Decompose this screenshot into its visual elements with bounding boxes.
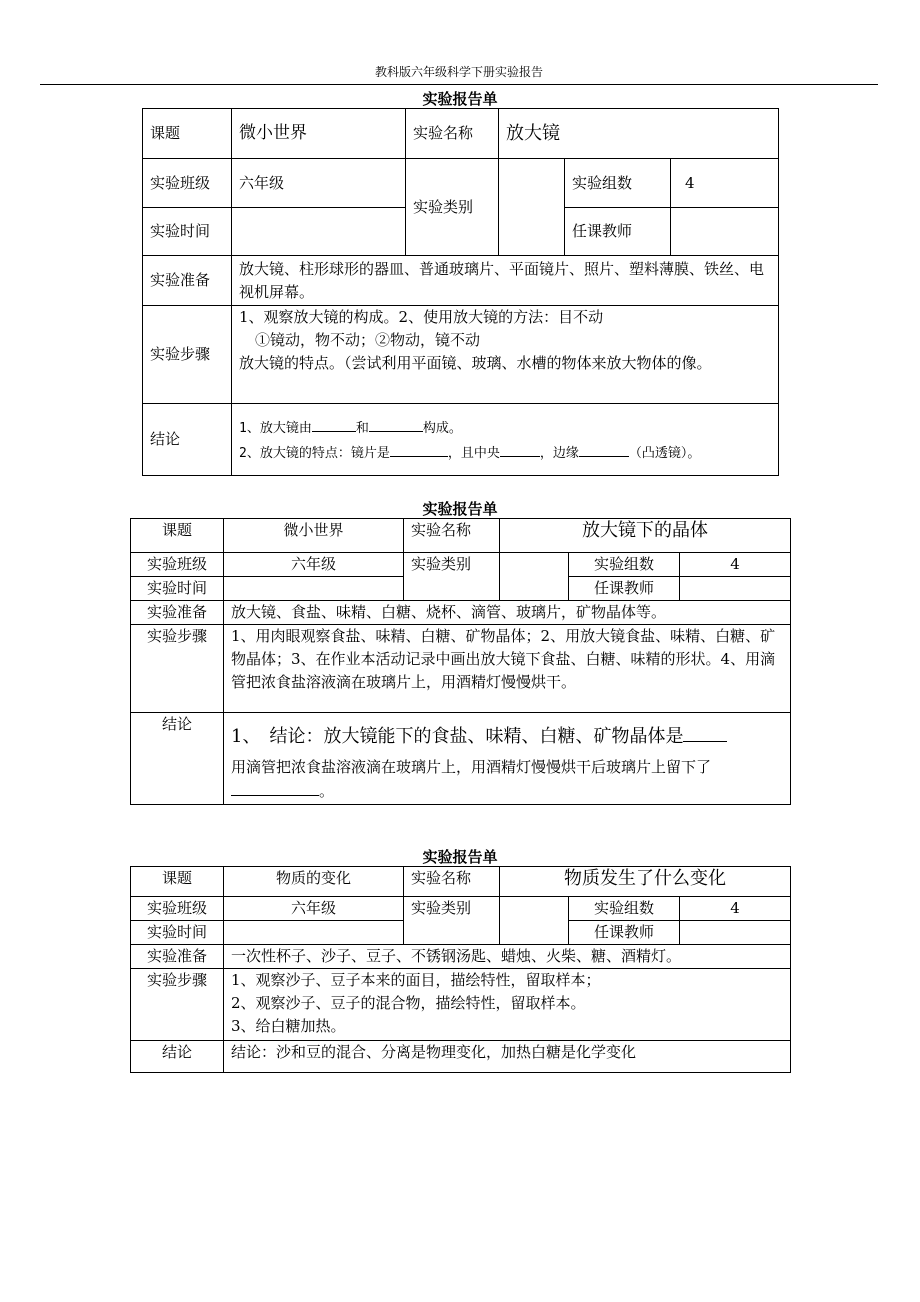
steps-line: 3、给白糖加热。: [231, 1017, 346, 1035]
time-value: [224, 921, 404, 945]
topic-value: 物质的变化: [224, 867, 404, 897]
conclusion-label: 结论: [131, 713, 224, 805]
conclusion-text: 。: [319, 782, 335, 800]
preparation-label: 实验准备: [143, 256, 232, 306]
fill-blank: [369, 415, 423, 432]
preparation-value: 放大镜、柱形球形的器皿、普通玻璃片、平面镜片、照片、塑料薄膜、铁丝、电视机屏幕。: [232, 256, 779, 306]
teacher-value: [671, 208, 779, 256]
experiment-type-value: [500, 897, 569, 945]
steps-label: 实验步骤: [131, 969, 224, 1041]
time-value: [232, 208, 406, 256]
report2-table: [130, 518, 791, 805]
fill-blank: [231, 779, 319, 796]
fill-blank: [579, 440, 629, 457]
steps-value: 1、用肉眼观察食盐、味精、白糖、矿物晶体；2、用放大镜食盐、味精、白糖、矿物晶体；3、在作业本活动记录中画出放大镜下食盐、白糖、味精的形状。4、用滴管把浓食盐溶液滴在玻璃片上，用酒精灯慢慢烘干。: [224, 625, 791, 713]
teacher-value: [680, 577, 791, 601]
conclusion-text: 1、放大镜由: [239, 420, 312, 436]
preparation-value: 放大镜、食盐、味精、白糖、烧杯、滴管、玻璃片，矿物晶体等。: [224, 601, 791, 625]
time-label: 实验时间: [131, 921, 224, 945]
experiment-type-value: [500, 553, 569, 601]
conclusion-value: [224, 713, 791, 805]
steps-line: 1、观察沙子、豆子本来的面目，描绘特性，留取样本；: [231, 971, 601, 989]
class-value: 六年级: [224, 553, 404, 577]
header-divider: [40, 84, 878, 85]
groups-value: 4: [671, 159, 779, 208]
time-value: [224, 577, 404, 601]
topic-value: 微小世界: [224, 519, 404, 553]
time-label: 实验时间: [143, 208, 232, 256]
fill-blank: [390, 440, 448, 457]
report2-title: 实验报告单: [422, 500, 498, 518]
conclusion-text: ，边缘: [539, 445, 579, 461]
teacher-label: 任课教师: [569, 921, 680, 945]
experiment-type-value: [499, 159, 565, 256]
conclusion-value: 结论：沙和豆的混合、分离是物理变化，加热白糖是化学变化: [224, 1041, 791, 1073]
report3-table: [130, 866, 791, 1073]
conclusion-text: 构成。: [422, 420, 462, 436]
conclusion-text: 和: [355, 420, 369, 436]
steps-label: 实验步骤: [143, 306, 232, 404]
groups-label: 实验组数: [569, 897, 680, 921]
steps-line: 放大镜的特点。（尝试利用平面镜、玻璃、水槽的物体来放大物体的像。: [239, 354, 712, 372]
groups-value: 4: [680, 553, 791, 577]
report1-title: 实验报告单: [422, 90, 498, 108]
fill-blank: [683, 725, 727, 742]
steps-line: 2、观察沙子、豆子的混合物，描绘特性，留取样本。: [231, 994, 586, 1012]
time-label: 实验时间: [131, 577, 224, 601]
topic-label: 课题: [143, 109, 232, 159]
experiment-name-value: 放大镜下的晶体: [500, 519, 791, 553]
steps-value: [232, 306, 779, 404]
experiment-name-label: 实验名称: [406, 109, 499, 159]
groups-label: 实验组数: [569, 553, 680, 577]
groups-value: 4: [680, 897, 791, 921]
teacher-label: 任课教师: [565, 208, 671, 256]
class-label: 实验班级: [143, 159, 232, 208]
report1-table: [142, 108, 779, 476]
teacher-label: 任课教师: [569, 577, 680, 601]
topic-label: 课题: [131, 519, 224, 553]
experiment-type-label: 实验类别: [406, 159, 499, 256]
preparation-label: 实验准备: [131, 601, 224, 625]
steps-value: [224, 969, 791, 1041]
experiment-type-label: 实验类别: [404, 897, 500, 945]
class-value: 六年级: [232, 159, 406, 208]
conclusion-text: 1、 结论：放大镜能下的食盐、味精、白糖、矿物晶体是: [231, 726, 684, 747]
class-value: 六年级: [224, 897, 404, 921]
conclusion-text: 用滴管把浓食盐溶液滴在玻璃片上，用酒精灯慢慢烘干后玻璃片上留下了: [231, 758, 712, 776]
conclusion-text: ，且中央: [447, 445, 500, 461]
topic-value: 微小世界: [232, 109, 406, 159]
conclusion-value: [232, 404, 779, 476]
teacher-value: [680, 921, 791, 945]
steps-label: 实验步骤: [131, 625, 224, 713]
experiment-name-value: 放大镜: [499, 109, 779, 159]
steps-line: ①镜动，物不动；②物动，镜不动: [255, 331, 481, 349]
preparation-label: 实验准备: [131, 945, 224, 969]
conclusion-label: 结论: [131, 1041, 224, 1073]
experiment-name-label: 实验名称: [404, 519, 500, 553]
topic-label: 课题: [131, 867, 224, 897]
class-label: 实验班级: [131, 553, 224, 577]
class-label: 实验班级: [131, 897, 224, 921]
fill-blank: [500, 440, 540, 457]
groups-label: 实验组数: [565, 159, 671, 208]
report3-title: 实验报告单: [422, 848, 498, 866]
conclusion-text: 2、放大镜的特点：镜片是: [239, 445, 390, 461]
preparation-value: 一次性杯子、沙子、豆子、不锈钢汤匙、蜡烛、火柴、糖、酒精灯。: [224, 945, 791, 969]
page-header: 教科版六年级科学下册实验报告: [374, 65, 543, 79]
conclusion-label: 结论: [143, 404, 232, 476]
fill-blank: [312, 415, 356, 432]
steps-line: 1、观察放大镜的构成。2、使用放大镜的方法：目不动: [239, 308, 604, 326]
conclusion-text: （凸透镜）。: [628, 445, 701, 461]
experiment-type-label: 实验类别: [404, 553, 500, 601]
experiment-name-label: 实验名称: [404, 867, 500, 897]
experiment-name-value: 物质发生了什么变化: [500, 867, 791, 897]
